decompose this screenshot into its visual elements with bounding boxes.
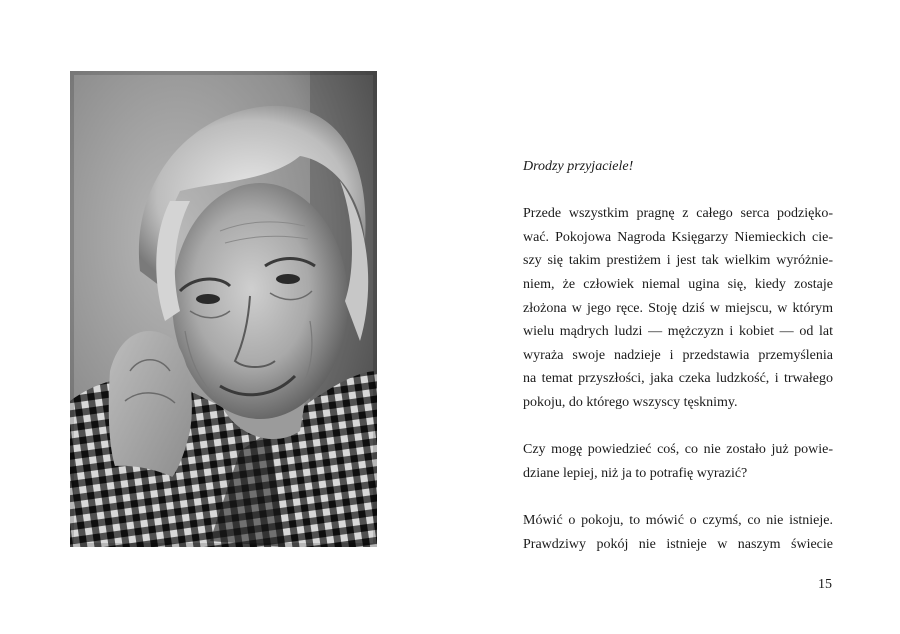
page-number: 15	[818, 577, 832, 592]
paragraph-3	[523, 509, 833, 556]
letter-text	[523, 155, 833, 580]
text-line: niem, że człowiek niemal ugina się, kiedy zostaje	[523, 276, 833, 292]
text-line: pokoju, do którego wszyscy tęsknimy.	[523, 394, 738, 410]
text-line: szy się takim prestiżem i jest tak wielkim wyróżnie-	[523, 253, 833, 269]
text-line: Przede wszystkim pragnę z całego serca podzięko-	[523, 206, 833, 222]
text-line: złożona w jego ręce. Stoję dziś w miejscu, w którym	[523, 300, 833, 316]
text-line: wyraża swoje nadzieje i przedstawia przemyślenia	[523, 347, 833, 363]
portrait-photo-image	[70, 71, 377, 547]
text-line: wać. Pokojowa Nagroda Księgarzy Niemieckich cie-	[523, 229, 833, 245]
text-line: Mówić o pokoju, to mówić o czymś, co nie istnieje.	[523, 512, 833, 528]
paragraph-1	[523, 202, 833, 414]
text-line: wielu mądrych ludzi — mężczyzn i kobiet — od lat	[523, 324, 833, 340]
text-line: Prawdziwy pokój nie istnieje w naszym świecie	[523, 536, 833, 552]
portrait-photo	[70, 71, 377, 547]
text-line: Czy mogę powiedzieć coś, co nie zostało już powie-	[523, 442, 833, 458]
salutation: Drodzy przyjaciele!	[523, 159, 634, 174]
text-line: dziane lepiej, niż ja to potrafię wyrazić?	[523, 465, 748, 481]
text-line: na temat przyszłości, jaka czeka ludzkość, i trwałego	[523, 371, 833, 387]
paragraph-2	[523, 438, 833, 485]
